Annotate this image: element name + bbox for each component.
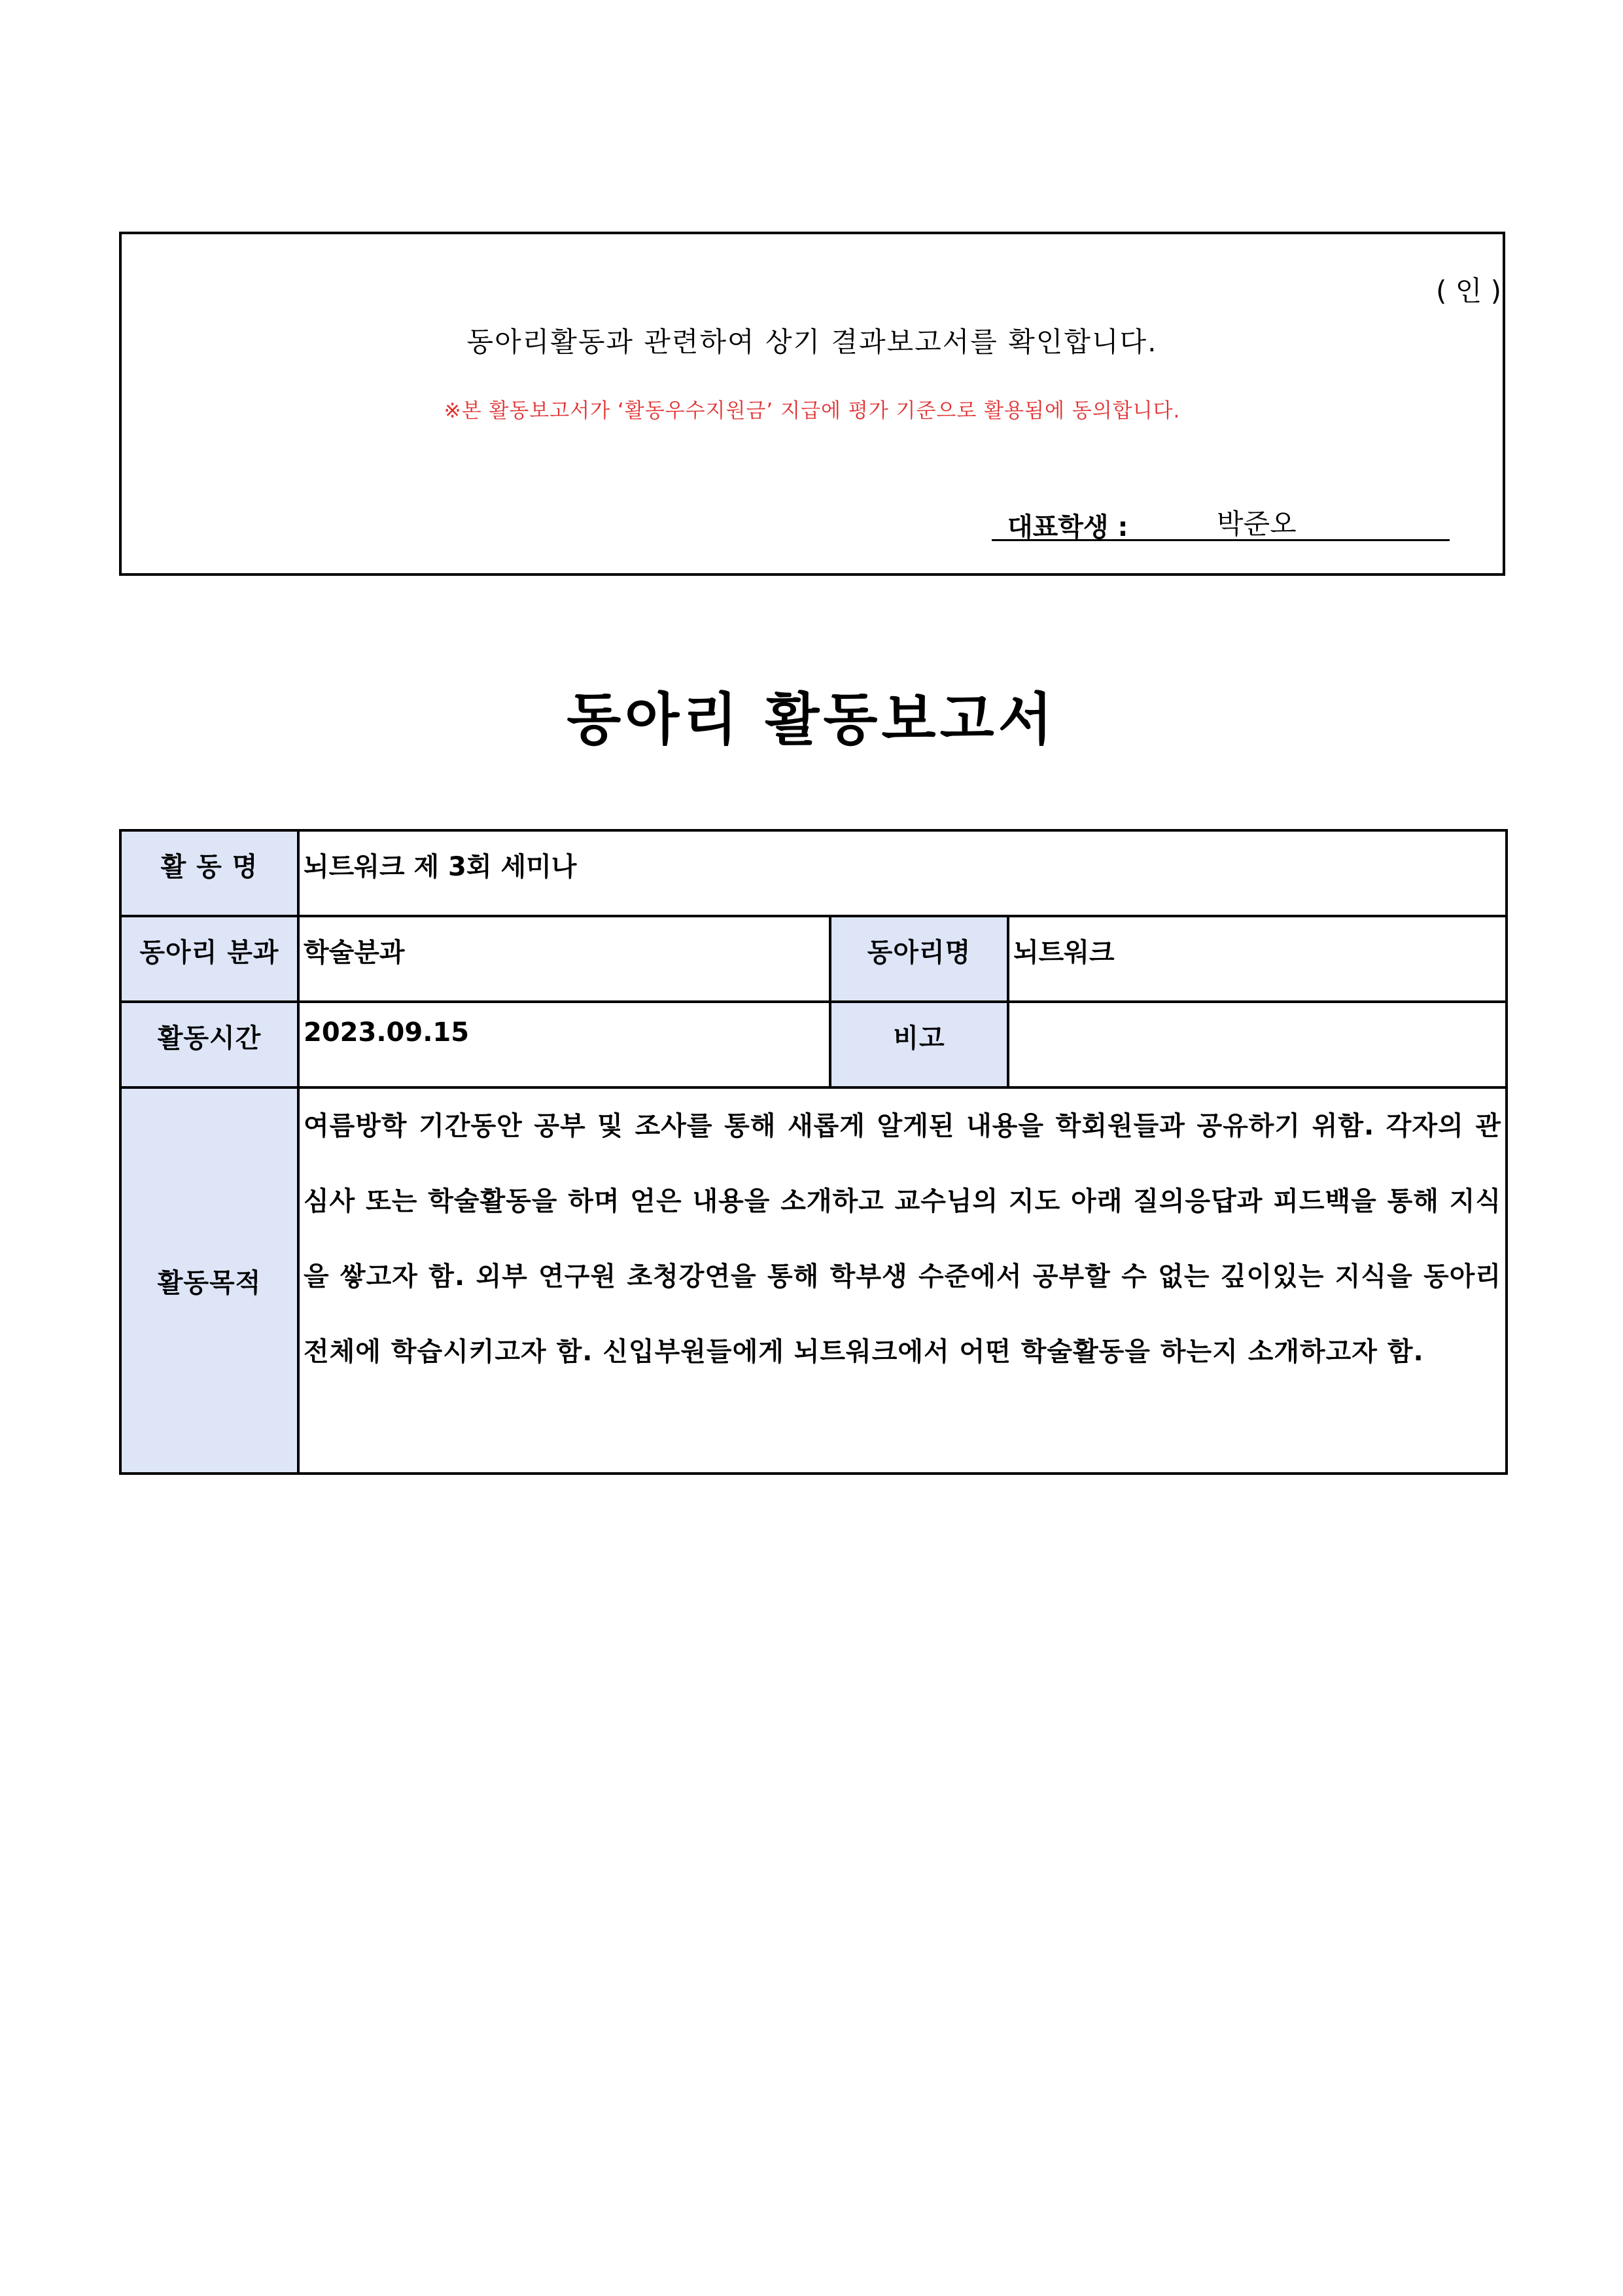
activity-time-label: 활동시간 <box>120 1002 298 1087</box>
representative-label: 대표학생 : <box>1007 512 1128 542</box>
report-table <box>119 829 1508 1475</box>
purpose-label: 활동목적 <box>120 1087 298 1474</box>
remarks-label: 비고 <box>830 1002 1008 1087</box>
purpose-row <box>120 1087 1507 1474</box>
representative-name: 박준오 <box>1217 508 1297 540</box>
activity-name-row <box>120 830 1507 916</box>
activity-name-value: 뇌트워크 제 3회 세미나 <box>298 830 1507 916</box>
club-name-label: 동아리명 <box>830 916 1008 1002</box>
division-row <box>120 916 1507 1002</box>
seal-mark: ( 인 ) <box>1436 275 1502 307</box>
division-value: 학술분과 <box>298 916 830 1002</box>
activity-time-row <box>120 1002 1507 1087</box>
confirmation-statement: 동아리활동과 관련하여 상기 결과보고서를 확인합니다. <box>466 326 1158 358</box>
activity-time-value: 2023.09.15 <box>298 1002 830 1087</box>
activity-name-label: 활 동 명 <box>120 830 298 916</box>
signature-line <box>992 503 1450 541</box>
consent-note: ※본 활동보고서가 ‘활동우수지원금’ 지급에 평가 기준으로 활용됨에 동의합니다. <box>444 399 1181 423</box>
document-title: 동아리 활동보고서 <box>567 687 1056 752</box>
division-label: 동아리 분과 <box>120 916 298 1002</box>
club-name-value: 뇌트워크 <box>1008 916 1507 1002</box>
remarks-value <box>1008 1002 1507 1087</box>
confirmation-box <box>119 232 1505 576</box>
purpose-value: 여름방학 기간동안 공부 및 조사를 통해 새롭게 알게된 내용을 학회원들과 공유하기 위함. 각자의 관심사 또는 학술활동을 하며 얻은 내용을 소개하고 교수님의 지도 아래 질의응답과 피드백을 통해 지식을 쌓고자 함. 외부 연구원 초청강연을 통해 학부생 수준에서 공부할 수 없는 깊이있는 지식을 동아리 전체에 학습시키고자 함. 신입부원들에게 뇌트워크에서 어떤 학술활동을 하는지 소개하고자 함. <box>298 1087 1507 1474</box>
